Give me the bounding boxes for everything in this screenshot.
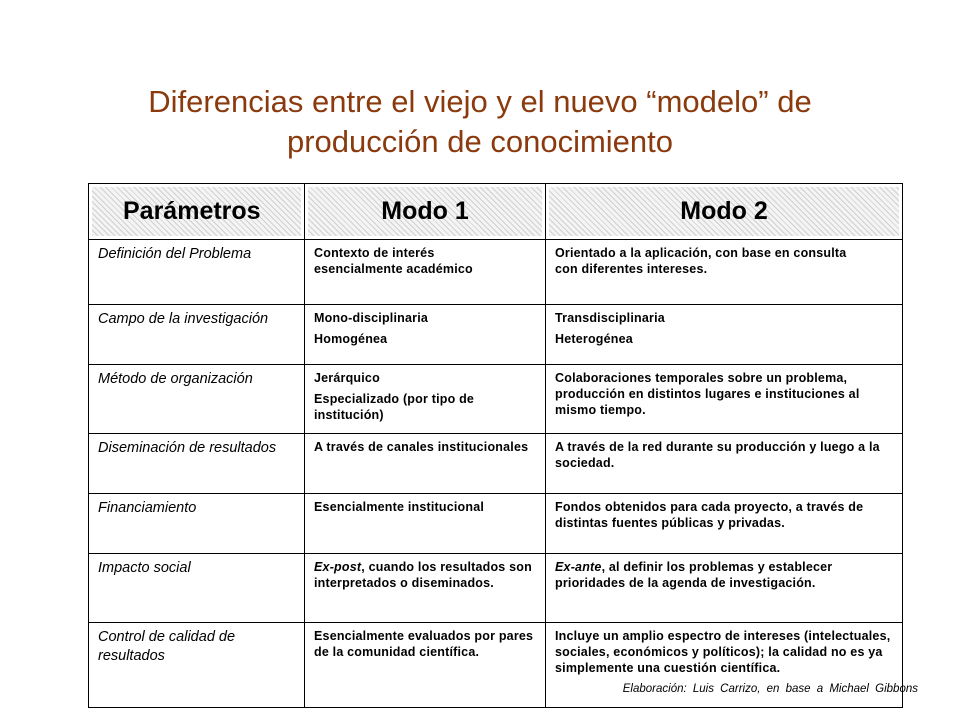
cell-line: Homogénea [314,332,388,346]
cell-line: A través de la red durante su producción y luego a la sociedad. [555,440,880,470]
comparison-table [88,183,903,708]
ex-ante-term: Ex-ante [555,560,602,574]
row-modo-2 [546,305,903,365]
row-modo-2 [546,240,903,305]
source-credit: Elaboración: Luis Carrizo, en base a Michael Gibbons [622,683,918,695]
row-modo-2 [546,434,903,494]
page-title [0,82,960,162]
row-parameter: Control de calidad de resultados [89,623,305,708]
cell-line: Fondos obtenidos para cada proyecto, a través de distintas fuentes públicas y privadas. [555,500,864,530]
cell-line: Transdisciplinaria [555,311,665,325]
cell-line: con diferentes intereses. [555,262,708,276]
table-row [89,365,903,434]
cell-line: Mono-disciplinaria [314,311,429,325]
row-modo-1 [305,305,546,365]
row-parameter: Impacto social [89,554,305,623]
row-parameter: Método de organización [89,365,305,434]
row-parameter: Definición del Problema [89,240,305,305]
cell-line: Incluye un amplio espectro de intereses (intelectuales, sociales, económicos y políticos); la calidad no es ya simplemente una cuestión científica. [555,629,891,675]
cell-line: Contexto de interés [314,246,435,260]
row-modo-2 [546,554,903,623]
table-header-row [89,184,903,240]
header-modo-2: Modo 2 [546,184,903,240]
header-modo-1: Modo 1 [305,184,546,240]
cell-line: Esencialmente institucional [314,500,485,514]
row-modo-1 [305,240,546,305]
cell-line: Jerárquico [314,371,380,385]
header-parametros: Parámetros [89,184,305,240]
cell-line: Especializado (por tipo de institución) [314,392,475,422]
title-line-2: producción de conocimiento [286,124,674,159]
cell-text: , cuando los resultados son interpretados o diseminados. [314,560,532,590]
row-modo-1 [305,494,546,554]
table-row [89,240,903,305]
row-modo-2 [546,494,903,554]
row-modo-2 [546,365,903,434]
title-line-1: Diferencias entre el viejo y el nuevo “modelo” de [148,84,812,119]
table-row [89,305,903,365]
row-parameter: Campo de la investigación [89,305,305,365]
cell-line: A través de canales institucionales [314,440,529,454]
row-modo-1 [305,434,546,494]
cell-line: Colaboraciones temporales sobre un problema, producción en distintos lugares e instituciones al mismo tiempo. [555,371,860,417]
cell-line: Esencialmente evaluados por pares de la comunidad científica. [314,629,534,659]
row-modo-1 [305,554,546,623]
ex-post-term: Ex-post [314,560,362,574]
row-modo-1 [305,623,546,708]
table-row [89,494,903,554]
table-row [89,434,903,494]
cell-line: esencialmente académico [314,262,473,276]
row-parameter: Financiamiento [89,494,305,554]
cell-line: Orientado a la aplicación, con base en consulta [555,246,847,260]
row-parameter: Diseminación de resultados [89,434,305,494]
cell-text: , al definir los problemas y establecer prioridades de la agenda de investigación. [555,560,833,590]
table-row [89,554,903,623]
cell-line: Heterogénea [555,332,633,346]
row-modo-1 [305,365,546,434]
